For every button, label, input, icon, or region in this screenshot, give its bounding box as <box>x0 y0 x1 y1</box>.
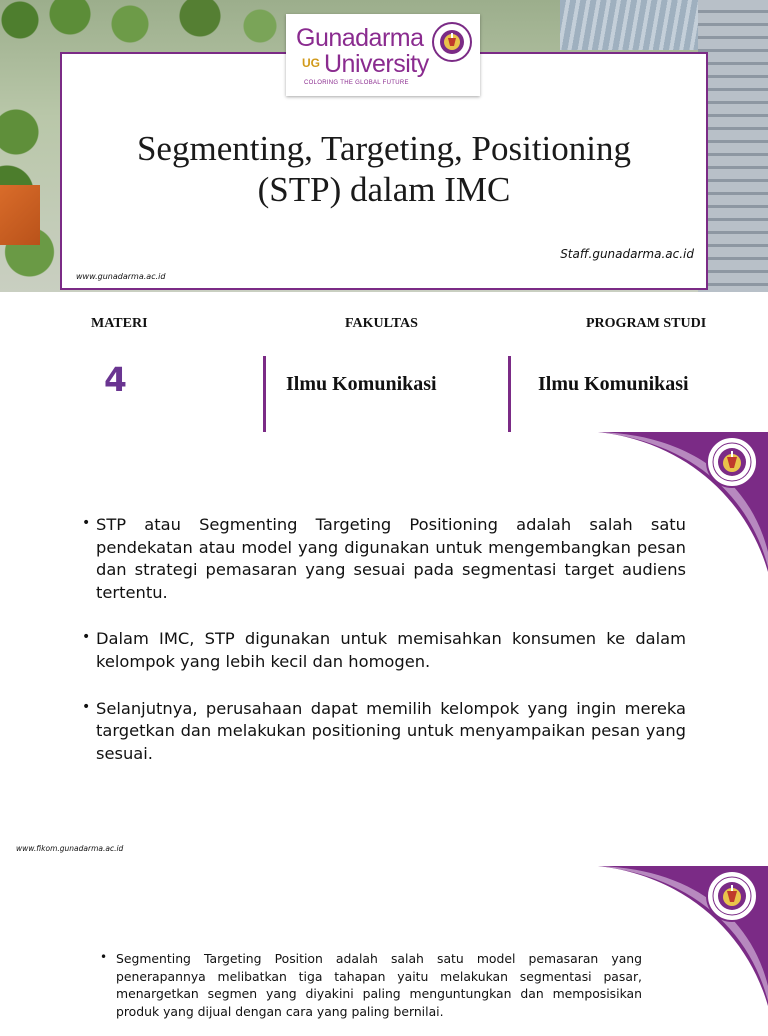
materi-number: 4 <box>104 360 127 399</box>
logo-tagline: COLORING THE GLOBAL FUTURE <box>304 80 409 86</box>
fakultas-label: FAKULTAS <box>345 316 418 331</box>
university-seal-icon <box>706 870 758 922</box>
bullet-item-stp-definition: • STP atau Segmenting Targeting Positioning adalah salah satu pendekatan atau model yang digunakan untuk mengembangkan pesan dan strategi pemasaran yang sesuai pada segmentasi target audiens tertentu. <box>82 514 686 604</box>
staff-link[interactable]: Staff.gunadarma.ac.id <box>560 247 694 261</box>
logo-text-university: University <box>324 50 429 78</box>
fikom-website-link[interactable]: www.fikom.gunadarma.ac.id <box>16 844 124 853</box>
background-building-right <box>698 0 768 292</box>
university-seal-icon <box>432 22 472 62</box>
slide-title-line2: (STP) dalam IMC <box>257 170 511 209</box>
fakultas-value: Ilmu Komunikasi <box>286 373 437 395</box>
bullet-item-stp-in-imc: • Dalam IMC, STP digunakan untuk memisahkan konsumen ke dalam kelompok yang lebih kecil dan homogen. <box>82 628 686 673</box>
background-roof-left <box>0 185 40 245</box>
logo-text-ug: UG <box>302 56 320 70</box>
background-trees-top <box>0 0 290 52</box>
background-roof-right <box>560 0 710 50</box>
university-seal-icon <box>706 436 758 488</box>
divider-bar-right <box>508 356 511 432</box>
divider-bar-left <box>263 356 266 432</box>
bullet-list <box>82 514 686 789</box>
slide-title <box>60 128 708 210</box>
program-studi-value: Ilmu Komunikasi <box>538 373 689 395</box>
university-logo <box>286 14 480 96</box>
logo-text-gunadarma: Gunadarma <box>296 24 424 52</box>
materi-label: MATERI <box>91 316 148 331</box>
website-link[interactable]: www.gunadarma.ac.id <box>76 272 166 281</box>
slide-title-line1: Segmenting, Targeting, Positioning <box>136 129 632 168</box>
bullet-item-stp-model: • Segmenting Targeting Position adalah salah satu model pemasaran yang penerapannya melibatkan tiga tahapan yaitu melakukan segmentasi pasar, menargetkan segmen yang diyakini paling menguntungkan dan memposisikan produk yang dijual dengan cara yang paling bernilai. <box>100 950 642 1020</box>
bullet-item-targeting-positioning: • Selanjutnya, perusahaan dapat memilih kelompok yang ingin mereka targetkan dan melakukan positioning untuk menyampaikan pesan yang sesuai. <box>82 698 686 766</box>
title-slide <box>0 0 768 292</box>
program-studi-label: PROGRAM STUDI <box>586 316 707 331</box>
